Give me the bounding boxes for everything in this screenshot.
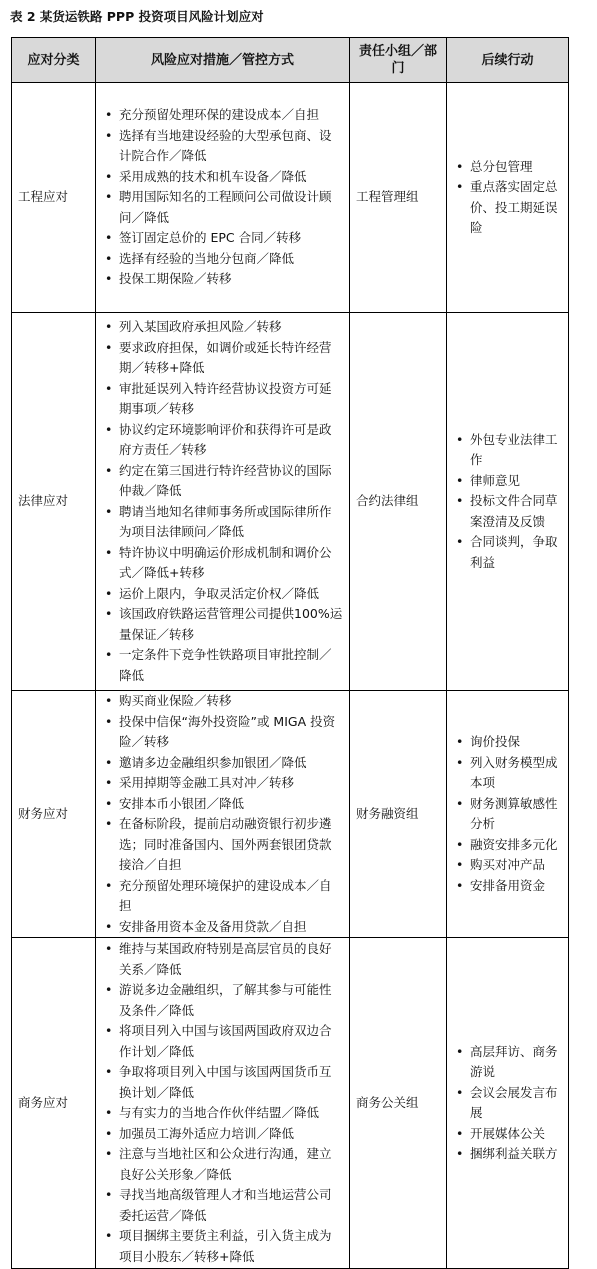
responsible-group-cell: 合约法律组	[350, 313, 447, 691]
measure-item: • 协议约定环境影响评价和获得许可是政府方责任／转移	[102, 420, 343, 461]
responsible-group-cell: 财务融资组	[350, 691, 447, 938]
measure-item: • 注意与当地社区和公众进行沟通，建立良好公关形象／降低	[102, 1144, 343, 1185]
measure-item: • 邀请多边金融组织参加银团／降低	[102, 753, 343, 774]
action-item: • 购买对冲产品	[453, 855, 562, 876]
measure-item: • 运价上限内，争取灵活定价权／降低	[102, 584, 343, 605]
measure-item: • 一定条件下竞争性铁路项目审批控制／降低	[102, 645, 343, 686]
action-item: • 询价投保	[453, 732, 562, 753]
action-item: • 开展媒体公关	[453, 1124, 562, 1145]
measures-list	[102, 105, 343, 290]
measure-item: • 选择有经验的当地分包商／降低	[102, 249, 343, 270]
measures-list	[102, 939, 343, 1267]
responsible-group-cell: 商务公关组	[350, 938, 447, 1269]
table-row	[12, 938, 569, 1269]
table-header-row	[12, 38, 569, 83]
action-item: • 融资安排多元化	[453, 835, 562, 856]
measures-cell	[96, 691, 350, 938]
action-item: • 安排备用资金	[453, 876, 562, 897]
action-item: • 重点落实固定总价、投工期延误险	[453, 177, 562, 239]
table-row	[12, 691, 569, 938]
measure-item: • 要求政府担保，如调价或延长特许经营期／转移+降低	[102, 338, 343, 379]
measure-item: • 与有实力的当地合作伙伴结盟／降低	[102, 1103, 343, 1124]
measure-item: • 特许协议中明确运价形成机制和调价公式／降低+转移	[102, 543, 343, 584]
measure-item: • 在备标阶段，提前启动融资银行初步遴选；同时准备国内、国外两套银团贷款接洽／自担	[102, 814, 343, 876]
action-item: • 律师意见	[453, 471, 562, 492]
category-cell: 工程应对	[12, 83, 96, 313]
actions-list	[453, 157, 562, 239]
measures-list	[102, 317, 343, 686]
measure-item: • 加强员工海外适应力培训／降低	[102, 1124, 343, 1145]
measure-item: • 聘请当地知名律师事务所或国际律所作为项目法律顾问／降低	[102, 502, 343, 543]
measure-item: • 寻找当地高级管理人才和当地运营公司委托运营／降低	[102, 1185, 343, 1226]
measure-item: • 争取将项目列入中国与该国两国货币互换计划／降低	[102, 1062, 343, 1103]
header-category: 应对分类	[12, 38, 96, 83]
action-item: • 外包专业法律工作	[453, 430, 562, 471]
actions-list	[453, 1042, 562, 1165]
measure-item: • 选择有当地建设经验的大型承包商、设计院合作／降低	[102, 126, 343, 167]
action-item: • 财务测算敏感性分析	[453, 794, 562, 835]
table-row	[12, 313, 569, 691]
measure-item: • 列入某国政府承担风险／转移	[102, 317, 343, 338]
measure-item: • 采用掉期等金融工具对冲／转移	[102, 773, 343, 794]
measure-item: • 游说多边金融组织，了解其参与可能性及条件／降低	[102, 980, 343, 1021]
measures-cell	[96, 938, 350, 1269]
measures-cell	[96, 313, 350, 691]
measures-list	[102, 691, 343, 937]
follow-up-actions-cell	[447, 938, 569, 1269]
table-caption: 表 2 某货运铁路 PPP 投资项目风险计划应对	[10, 9, 264, 24]
measure-item: • 安排本币小银团／降低	[102, 794, 343, 815]
measure-item: • 维持与某国政府特别是高层官员的良好关系／降低	[102, 939, 343, 980]
measure-item: • 投保工期保险／转移	[102, 269, 343, 290]
header-follow-up-actions: 后续行动	[447, 38, 569, 83]
action-item: • 总分包管理	[453, 157, 562, 178]
measure-item: • 安排备用资本金及备用贷款／自担	[102, 917, 343, 938]
category-cell: 法律应对	[12, 313, 96, 691]
measure-item: • 投保中信保“海外投资险”或 MIGA 投资险／转移	[102, 712, 343, 753]
action-item: • 合同谈判，争取利益	[453, 532, 562, 573]
follow-up-actions-cell	[447, 313, 569, 691]
measure-item: • 签订固定总价的 EPC 合同／转移	[102, 228, 343, 249]
measure-item: • 约定在第三国进行特许经营协议的国际仲裁／降低	[102, 461, 343, 502]
measure-item: • 该国政府铁路运营管理公司提供100%运量保证／转移	[102, 604, 343, 645]
measure-item: • 将项目列入中国与该国两国政府双边合作计划／降低	[102, 1021, 343, 1062]
measures-cell	[96, 83, 350, 313]
category-cell: 商务应对	[12, 938, 96, 1269]
action-item: • 捆绑利益关联方	[453, 1144, 562, 1165]
action-item: • 会议会展发言布展	[453, 1083, 562, 1124]
measure-item: • 聘用国际知名的工程顾问公司做设计顾问／降低	[102, 187, 343, 228]
measure-item: • 充分预留处理环境保护的建设成本／自担	[102, 876, 343, 917]
action-item: • 列入财务模型成本项	[453, 753, 562, 794]
header-measures: 风险应对措施／管控方式	[96, 38, 350, 83]
risk-response-table	[11, 37, 569, 1269]
measure-item: • 项目捆绑主要货主利益，引入货主成为项目小股东／转移+降低	[102, 1226, 343, 1267]
table-row	[12, 83, 569, 313]
action-item: • 投标文件合同草案澄清及反馈	[453, 491, 562, 532]
header-responsible-group: 责任小组／部门	[350, 38, 447, 83]
follow-up-actions-cell	[447, 691, 569, 938]
action-item: • 高层拜访、商务游说	[453, 1042, 562, 1083]
measure-item: • 充分预留处理环保的建设成本／自担	[102, 105, 343, 126]
responsible-group-cell: 工程管理组	[350, 83, 447, 313]
actions-list	[453, 430, 562, 574]
measure-item: • 审批延误列入特许经营协议投资方可延期事项／转移	[102, 379, 343, 420]
actions-list	[453, 732, 562, 896]
category-cell: 财务应对	[12, 691, 96, 938]
measure-item: • 购买商业保险／转移	[102, 691, 343, 712]
follow-up-actions-cell	[447, 83, 569, 313]
measure-item: • 采用成熟的技术和机车设备／降低	[102, 167, 343, 188]
